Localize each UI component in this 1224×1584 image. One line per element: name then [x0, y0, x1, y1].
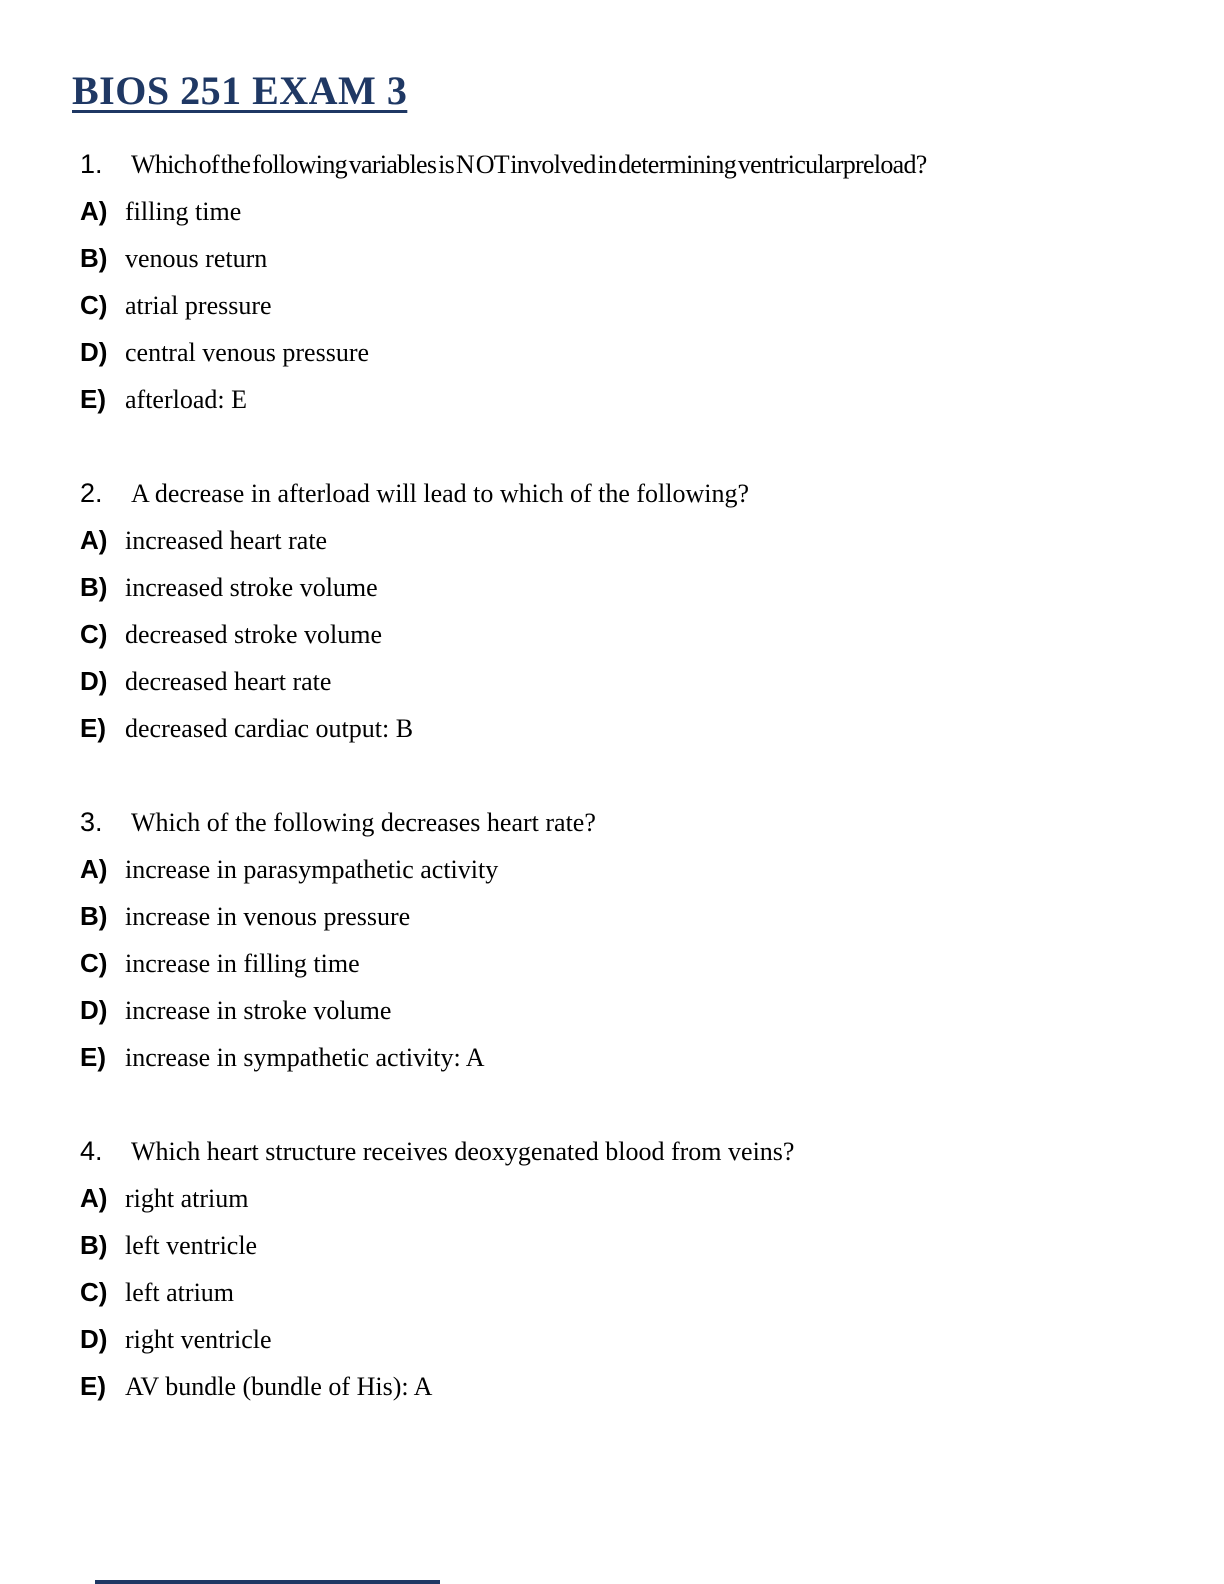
question-header — [80, 141, 1164, 188]
question-text: A decrease in afterload will lead to which of the following? — [131, 478, 750, 508]
option-a — [80, 846, 1164, 893]
option-text: increase in parasympathetic activity — [125, 854, 499, 884]
option-text: afterload: E — [125, 384, 247, 414]
option-text: central venous pressure — [125, 337, 370, 367]
option-letter: A) — [80, 1183, 108, 1213]
option-b — [80, 1222, 1164, 1269]
option-letter: C) — [80, 948, 108, 978]
option-text: increase in filling time — [125, 948, 360, 978]
option-text: increased stroke volume — [125, 572, 378, 602]
question-2 — [80, 470, 1164, 752]
option-text: AV bundle (bundle of His): A — [125, 1371, 433, 1401]
option-d — [80, 329, 1164, 376]
question-spacer — [80, 752, 1164, 799]
question-number: 3. — [80, 807, 103, 837]
option-letter: D) — [80, 666, 108, 696]
option-text: increase in stroke volume — [125, 995, 392, 1025]
question-3 — [80, 799, 1164, 1081]
option-text: right ventricle — [125, 1324, 272, 1354]
option-letter: D) — [80, 1324, 108, 1354]
option-text: increase in venous pressure — [125, 901, 411, 931]
option-letter: E) — [80, 384, 106, 414]
option-text: increased heart rate — [125, 525, 328, 555]
option-letter: C) — [80, 1277, 108, 1307]
option-text: right atrium — [125, 1183, 249, 1213]
option-text: decreased stroke volume — [125, 619, 383, 649]
option-e — [80, 376, 1164, 423]
option-e — [80, 1363, 1164, 1410]
question-4 — [80, 1128, 1164, 1410]
option-c — [80, 282, 1164, 329]
option-letter: C) — [80, 619, 108, 649]
option-d — [80, 1316, 1164, 1363]
option-text: increase in sympathetic activity: A — [125, 1042, 485, 1072]
question-spacer — [80, 423, 1164, 470]
question-number: 2. — [80, 478, 103, 508]
option-letter: D) — [80, 995, 108, 1025]
option-letter: C) — [80, 290, 108, 320]
question-text: Which heart structure receives deoxygenated blood from veins? — [131, 1136, 795, 1166]
option-text: left atrium — [125, 1277, 235, 1307]
question-text: Which of the following variables is N OT involved in determining ventricularpreload? — [131, 149, 927, 179]
option-letter: A) — [80, 854, 108, 884]
option-e — [80, 705, 1164, 752]
option-e — [80, 1034, 1164, 1081]
next-page-heading-underline — [95, 1580, 440, 1584]
option-d — [80, 658, 1164, 705]
question-number: 4. — [80, 1136, 103, 1166]
question-number: 1. — [80, 149, 103, 179]
question-spacer — [80, 1081, 1164, 1128]
question-header — [80, 1128, 1164, 1175]
option-letter: E) — [80, 713, 106, 743]
option-letter: E) — [80, 1371, 106, 1401]
option-text: filling time — [125, 196, 242, 226]
option-a — [80, 1175, 1164, 1222]
option-letter: A) — [80, 525, 108, 555]
question-text: Which of the following decreases heart rate? — [131, 807, 596, 837]
option-letter: D) — [80, 337, 108, 367]
page-title: BIOS 251 EXAM 3 — [72, 68, 408, 113]
option-letter: B) — [80, 572, 108, 602]
option-text: decreased cardiac output: B — [125, 713, 414, 743]
option-b — [80, 564, 1164, 611]
option-text: atrial pressure — [125, 290, 272, 320]
question-1 — [80, 141, 1164, 423]
option-letter: A) — [80, 196, 108, 226]
option-letter: B) — [80, 243, 108, 273]
option-text: venous return — [125, 243, 268, 273]
option-c — [80, 611, 1164, 658]
option-letter: E) — [80, 1042, 106, 1072]
option-text: left ventricle — [125, 1230, 258, 1260]
option-a — [80, 517, 1164, 564]
option-c — [80, 1269, 1164, 1316]
option-d — [80, 987, 1164, 1034]
option-letter: B) — [80, 901, 108, 931]
option-text: decreased heart rate — [125, 666, 332, 696]
option-a — [80, 188, 1164, 235]
option-b — [80, 235, 1164, 282]
option-c — [80, 940, 1164, 987]
question-list — [80, 141, 1164, 1410]
option-b — [80, 893, 1164, 940]
question-header — [80, 470, 1164, 517]
option-letter: B) — [80, 1230, 108, 1260]
question-header — [80, 799, 1164, 846]
